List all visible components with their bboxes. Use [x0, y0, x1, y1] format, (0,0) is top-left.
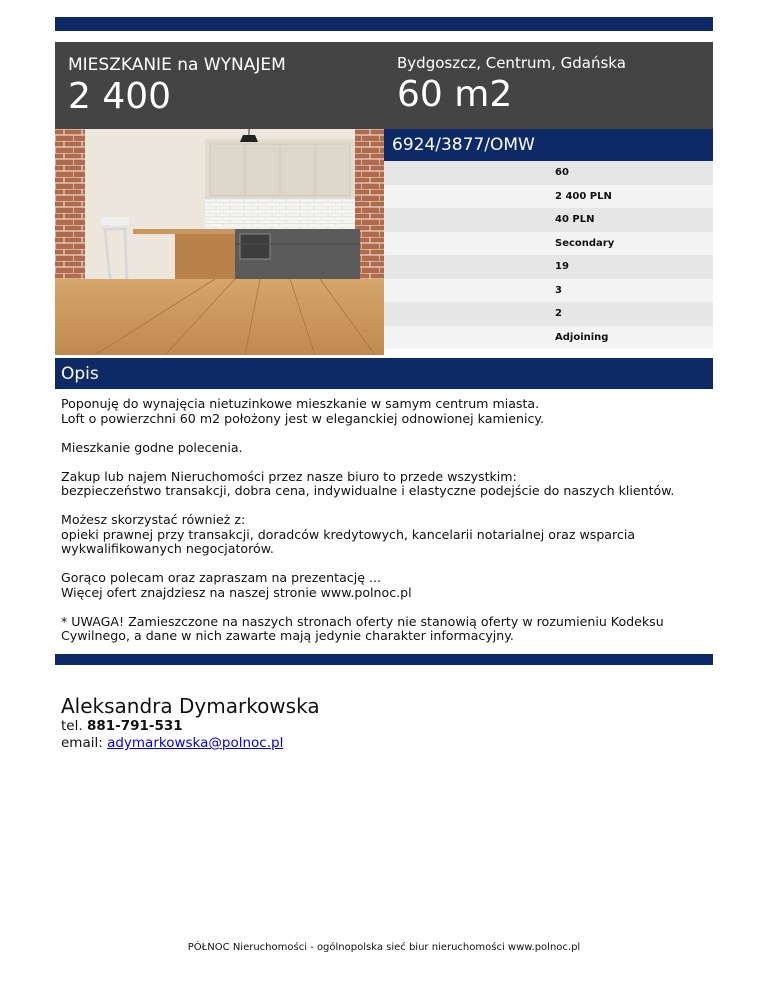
description-paragraph [61, 615, 711, 644]
description-paragraph [61, 571, 711, 600]
description-line: wykwalifikowanych negocjatorów. [61, 541, 274, 556]
param-value: 19 [555, 261, 569, 272]
param-row [384, 208, 713, 232]
description-line: * UWAGA! Zamieszczone na naszych stronach oferty nie stanowią oferty w rozumieniu Kodeksu [61, 613, 664, 629]
footer-text: PÓŁNOC Nieruchomości - ogólnopolska sieć biur nieruchomości www.polnoc.pl [187, 942, 581, 953]
description-title: Opis [61, 364, 99, 384]
email-label: email: [61, 735, 103, 751]
description-line: Mieszkanie godne polecenia. [61, 439, 243, 455]
location: Bydgoszcz, Centrum, Gdańska [397, 54, 626, 72]
description-line: Możesz skorzystać również z: [61, 512, 246, 527]
param-value: 40 PLN [555, 214, 595, 225]
top-decor-bar [55, 17, 713, 31]
description-paragraph [61, 470, 711, 499]
description-body [61, 397, 711, 658]
description-paragraph [61, 441, 711, 456]
agent-name: Aleksandra Dymarkowska [61, 694, 320, 718]
reference-bar [384, 129, 713, 161]
area: 60 m2 [397, 74, 513, 115]
param-row [384, 232, 713, 256]
agent-email-line [61, 735, 320, 752]
param-value: 2 400 PLN [555, 190, 612, 202]
description-title-bar [55, 358, 713, 389]
reference-number: 6924/3877/OMW [392, 135, 535, 155]
description-line: Poponuję do wynajęcia nietuzinkowe mieszkanie w samym centrum miasta. [61, 396, 540, 411]
section-divider-bar [55, 654, 713, 665]
description-line: Zakup lub najem Nieruchomości przez nasze biuro to przede wszystkim: [61, 468, 517, 484]
agent-phone: 881-791-531 [86, 718, 183, 734]
description-line: bezpieczeństwo transakcji, dobra cena, indywidualne i elastyczne podejście do naszych klientów. [61, 483, 675, 498]
param-row [384, 185, 713, 209]
param-value: Adjoining [555, 331, 609, 343]
description-line: Loft o powierzchni 60 m2 położony jest w eleganckiej odnowionej kamienicy. [61, 410, 545, 426]
agent-phone-line [61, 718, 320, 735]
listing-header [55, 42, 713, 129]
param-value: 60 [555, 167, 569, 178]
param-row [384, 161, 713, 185]
param-value: Secondary [555, 237, 615, 249]
param-row [384, 279, 713, 303]
parameter-table [384, 161, 713, 349]
param-value: 2 [555, 308, 562, 319]
param-row [384, 326, 713, 350]
param-value: 3 [555, 284, 562, 296]
description-paragraph [61, 397, 711, 426]
description-line: Cywilnego, a dane w nich zawarte mają jedynie charakter informacyjny. [61, 628, 514, 643]
description-line: Gorąco polecam oraz zapraszam na prezentację ... [61, 570, 381, 585]
description-line: opieki prawnej przy transakcji, doradców kredytowych, kancelarii notarialnej oraz wsparcia [61, 526, 636, 542]
param-row [384, 255, 713, 279]
price: 2 400 [68, 76, 172, 117]
description-paragraph [61, 513, 711, 557]
param-row [384, 302, 713, 326]
property-photo [55, 129, 384, 355]
description-line: Więcej ofert znajdziesz na naszej stronie www.polnoc.pl [61, 584, 412, 600]
offer-type: MIESZKANIE na WYNAJEM [68, 55, 286, 75]
agent-email-link[interactable]: adymarkowska@polnoc.pl [107, 735, 284, 751]
agent-contact [61, 694, 320, 752]
phone-label: tel. [61, 718, 83, 734]
